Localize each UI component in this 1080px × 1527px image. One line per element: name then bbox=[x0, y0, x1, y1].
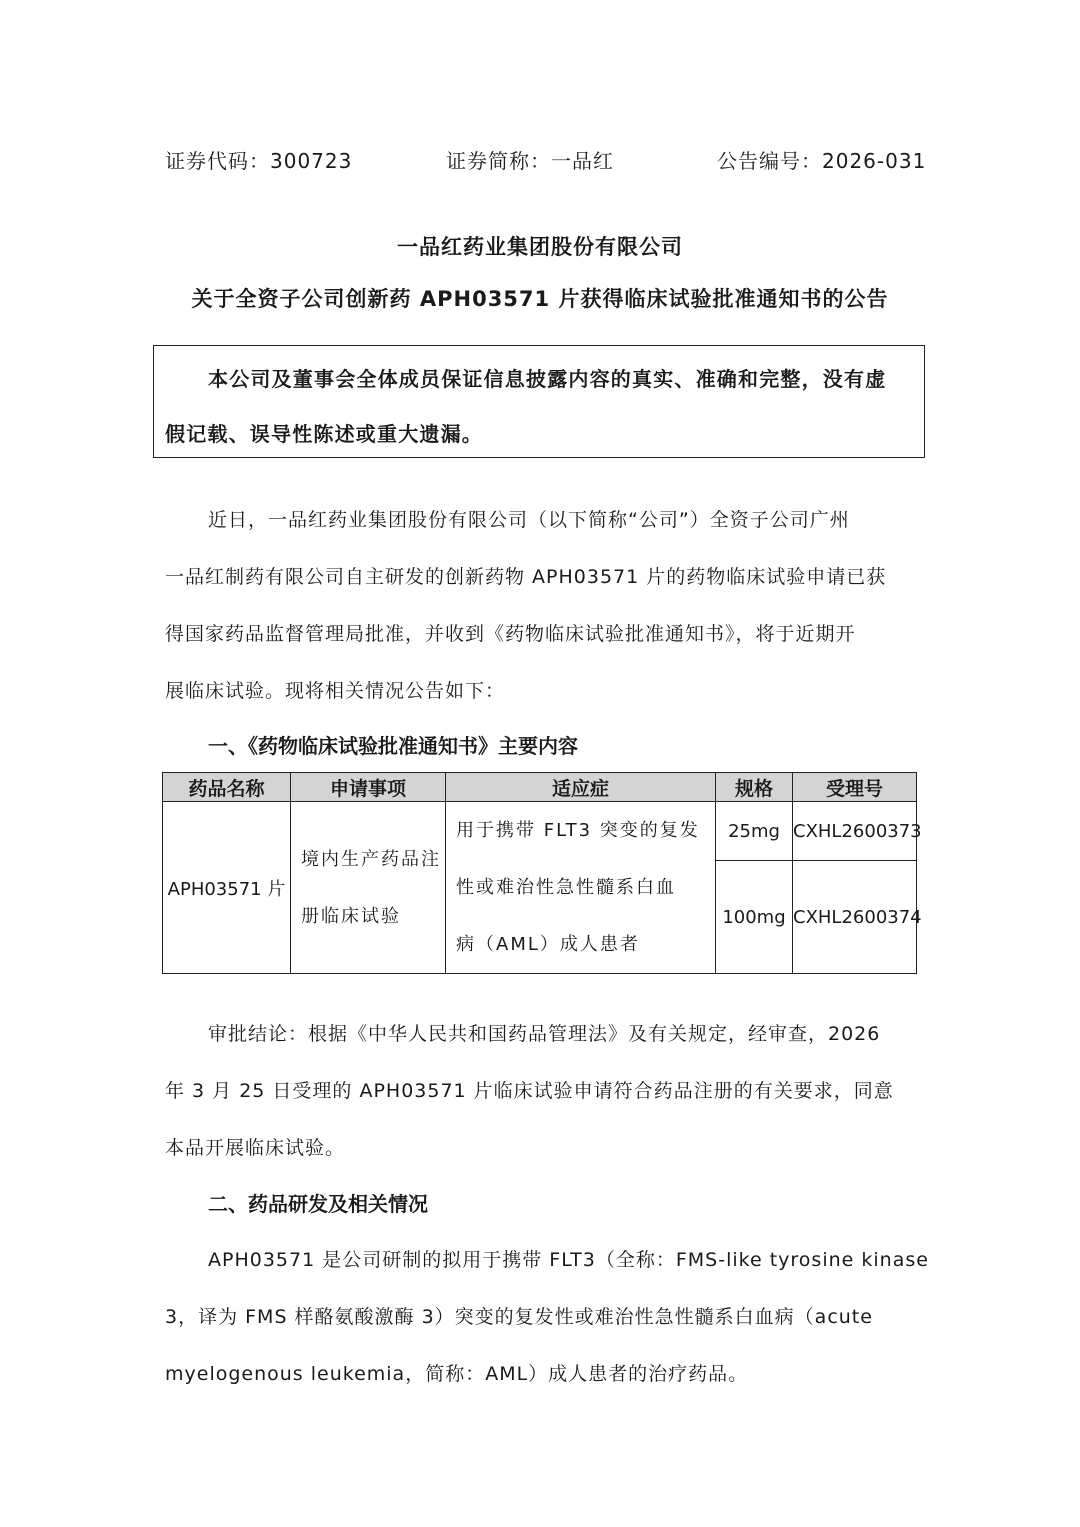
company-title: 一品红药业集团股份有限公司 bbox=[397, 235, 683, 259]
stock-short-name: 证券简称：一品红 bbox=[446, 149, 614, 173]
intro-line-4: 展临床试验。现将相关情况公告如下： bbox=[165, 680, 506, 702]
cell-indication bbox=[446, 802, 716, 974]
notice-line-1: 本公司及董事会全体成员保证信息披露内容的真实、准确和完整，没有虚 bbox=[208, 367, 887, 391]
cell-application bbox=[291, 802, 446, 974]
table-row bbox=[163, 802, 917, 861]
header-drug-name: 药品名称 bbox=[163, 773, 291, 802]
cell-acceptance-no-1: CXHL2600373 bbox=[793, 802, 917, 861]
conclusion-line-1: 审批结论：根据《中华人民共和国药品管理法》及有关规定，经审查，2026 bbox=[208, 1023, 881, 1045]
announcement-number: 公告编号：2026-031 bbox=[717, 149, 927, 173]
application-line-1: 境内生产药品注 bbox=[301, 848, 441, 870]
header-acceptance-no: 受理号 bbox=[793, 773, 917, 802]
section-2-heading: 二、药品研发及相关情况 bbox=[208, 1192, 428, 1216]
intro-line-1: 近日，一品红药业集团股份有限公司（以下简称“公司”）全资子公司广州 bbox=[208, 509, 850, 531]
table-header-row bbox=[163, 773, 917, 802]
section-2-line-1: APH03571 是公司研制的拟用于携带 FLT3（全称：FMS-like tyrosine kinase bbox=[208, 1249, 929, 1271]
indication-line-1: 用于携带 FLT3 突变的复发 bbox=[456, 820, 700, 841]
announcement-title: 关于全资子公司创新药 APH03571 片获得临床试验批准通知书的公告 bbox=[191, 287, 889, 311]
section-1-heading: 一、《药物临床试验批准通知书》主要内容 bbox=[208, 734, 578, 758]
header-spec: 规格 bbox=[716, 773, 793, 802]
cell-spec-2: 100mg bbox=[716, 861, 793, 974]
section-2-line-3: myelogenous leukemia，简称：AML）成人患者的治疗药品。 bbox=[165, 1363, 749, 1385]
application-line-2: 册临床试验 bbox=[301, 905, 401, 927]
cell-drug-name: APH03571 片 bbox=[163, 802, 291, 974]
intro-line-3: 得国家药品监督管理局批准，并收到《药物临床试验批准通知书》，将于近期开 bbox=[165, 623, 856, 645]
indication-line-3: 病（AML）成人患者 bbox=[456, 934, 640, 955]
disclosure-notice-box bbox=[153, 345, 925, 458]
notice-line-2: 假记载、误导性陈述或重大遗漏。 bbox=[165, 422, 483, 446]
header-indication: 适应症 bbox=[446, 773, 716, 802]
intro-line-2: 一品红制药有限公司自主研发的创新药物 APH03571 片的药物临床试验申请已获 bbox=[165, 566, 887, 588]
stock-code: 证券代码：300723 bbox=[165, 149, 353, 173]
conclusion-line-2: 年 3 月 25 日受理的 APH03571 片临床试验申请符合药品注册的有关要求，同意 bbox=[165, 1080, 894, 1102]
conclusion-line-3: 本品开展临床试验。 bbox=[165, 1137, 346, 1159]
header-application: 申请事项 bbox=[291, 773, 446, 802]
section-2-line-2: 3，译为 FMS 样酪氨酸激酶 3）突变的复发性或难治性急性髓系白血病（acute bbox=[165, 1306, 873, 1328]
cell-acceptance-no-2: CXHL2600374 bbox=[793, 861, 917, 974]
indication-line-2: 性或难治性急性髓系白血 bbox=[456, 877, 676, 898]
approval-table bbox=[162, 772, 922, 974]
cell-spec-1: 25mg bbox=[716, 802, 793, 861]
